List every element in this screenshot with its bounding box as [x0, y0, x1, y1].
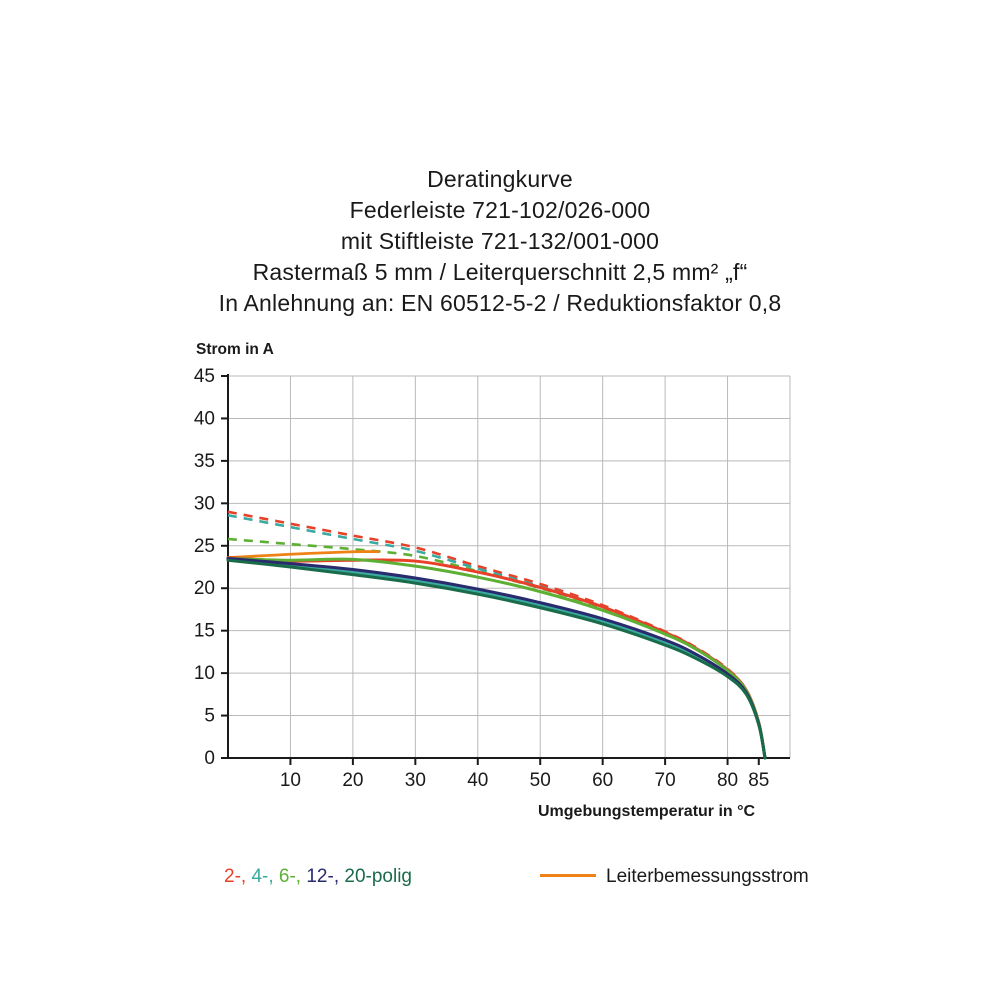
legend-rated-current — [540, 866, 809, 888]
x-axis-tick-label: 20 — [342, 770, 364, 791]
title-line-4: Rastermaß 5 mm / Leiterquerschnitt 2,5 mm² „f“ — [252, 259, 748, 285]
y-axis-tick-label: 30 — [193, 493, 215, 515]
legend-poles — [224, 866, 412, 888]
series-line-dashed — [228, 512, 765, 758]
series-line-solid — [228, 560, 765, 758]
legend-pole-part-4: 20-polig — [344, 866, 412, 887]
y-axis-tick-label: 0 — [204, 748, 215, 769]
x-axis-tick-label: 40 — [467, 770, 489, 791]
legend-rated-current-label: Leiterbemessungsstrom — [606, 866, 809, 887]
y-axis-tick-label: 10 — [193, 663, 215, 685]
rated-current-line — [228, 552, 378, 558]
title-line-2: Federleiste 721-102/026-000 — [349, 197, 651, 223]
series-line-solid — [228, 559, 765, 758]
title-line-1: Deratingkurve — [427, 166, 573, 192]
title-line-3: mit Stiftleiste 721-132/001-000 — [340, 228, 660, 254]
y-axis-tick-label: 5 — [204, 705, 215, 727]
x-axis-tick-label: 80 — [716, 770, 739, 791]
legend-pole-part-1: 4-, — [251, 866, 279, 887]
y-axis-tick-label: 15 — [193, 620, 215, 642]
x-axis-tick-label: 10 — [279, 770, 302, 791]
series-line-dashed — [228, 515, 765, 758]
y-axis-label: Strom in A — [196, 341, 274, 358]
legend-pole-part-0: 2-, — [224, 866, 252, 887]
title-line-5: In Anlehnung an: EN 60512-5-2 / Reduktionsfaktor 0,8 — [218, 290, 782, 316]
chart-legend — [0, 866, 1000, 896]
legend-line-swatch-icon — [540, 874, 596, 877]
x-axis-tick-label: 50 — [529, 770, 551, 791]
y-axis-tick-label: 20 — [193, 578, 215, 600]
x-axis-label: Umgebungstemperatur in °C — [538, 803, 756, 820]
legend-pole-part-3: 12-, — [306, 866, 345, 887]
x-axis-tick-label: 60 — [592, 770, 614, 791]
series-line-solid — [228, 558, 765, 758]
y-axis-tick-label: 35 — [193, 450, 215, 472]
x-axis-tick-label: 70 — [654, 770, 676, 791]
x-axis-tick-label: 85 — [748, 770, 770, 791]
legend-pole-part-2: 6-, — [278, 866, 307, 887]
x-axis-tick-label: 30 — [404, 770, 426, 791]
y-axis-tick-label: 25 — [193, 535, 215, 557]
y-axis-tick-label: 40 — [193, 408, 215, 430]
y-axis-tick-label: 45 — [193, 366, 215, 387]
